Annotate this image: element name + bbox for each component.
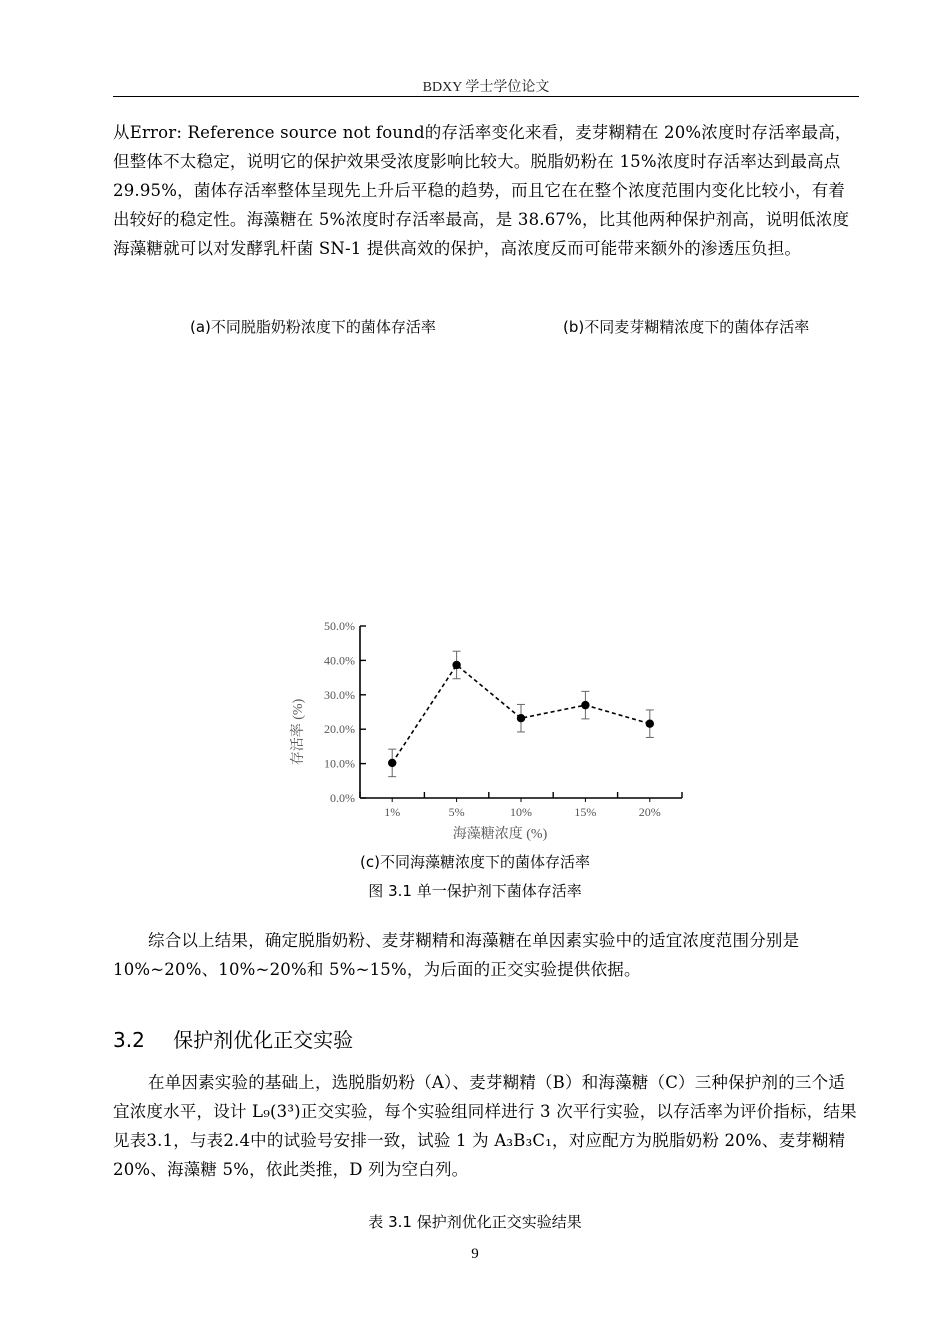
table-caption: 表 3.1 保护剂优化正交实验结果 <box>368 1213 582 1231</box>
header-rule <box>113 96 859 97</box>
chart-c <box>280 612 700 852</box>
x-tick-label: 15% <box>574 805 597 819</box>
chart-marks <box>388 651 654 776</box>
subcaption-a: (a)不同脱脂奶粉浓度下的菌体存活率 <box>190 318 436 336</box>
subcaption-c: (c)不同海藻糖浓度下的菌体存活率 <box>360 853 590 871</box>
y-tick-label: 0.0% <box>330 791 355 805</box>
x-axis-label: 海藻糖浓度 (%) <box>452 827 548 842</box>
section-heading <box>113 1024 353 1053</box>
running-header: BDXY 学士学位论文 <box>422 80 550 95</box>
y-tick-label: 40.0% <box>324 653 355 668</box>
x-tick-label: 5% <box>448 805 465 819</box>
paragraph-1-text: 从Error: Reference source not found的存活率变化来看，麦芽糊精在 20%浓度时存活率最高，但整体不太稳定，说明它的保护效果受浓度影响比较大。脱脂奶粉在 15%浓度时存活率达到最高点 29.95%，菌体存活率整体呈现先上升后平稳的趋势，而且它在在整个浓度范围内变化比较小，有着出较好的稳定性。海藻糖在 5%浓度时存活率最高，是 38.67%，比其他两种保护剂高，说明低浓度海藻糖就可以对发酵乳杆菌 SN-1 提供高效的保护，高浓度反而可能带来额外的渗透压负担。 <box>113 123 852 258</box>
figure-caption: 图 3.1 单一保护剂下菌体存活率 <box>368 882 582 900</box>
x-tick-label: 1% <box>384 805 401 819</box>
data-point <box>517 714 525 722</box>
page-number: 9 <box>471 1246 479 1262</box>
data-point <box>452 661 460 669</box>
paragraph-orthogonal <box>113 1068 859 1184</box>
paragraph-2-text: 综合以上结果，确定脱脂奶粉、麦芽糊精和海藻糖在单因素实验中的适宜浓度范围分别是 10%~20%、10%~20%和 5%~15%，为后面的正交实验提供依据。 <box>113 931 800 979</box>
section-title: 保护剂优化正交实验 <box>173 1028 354 1052</box>
paragraph-3-text: 在单因素实验的基础上，选脱脂奶粉（A）、麦芽糊精（B）和海藻糖（C）三种保护剂的三个适宜浓度水平，设计 L₉(3³)正交实验，每个实验组同样进行 3 次平行实验，以存活率为评价指标，结果见表3.1，与表2.4中的试验号安排一致，试验 1 为 A₃B₃C₁，对应配方为脱脂奶粉 20%、麦芽糊精 20%、海藻糖 5%，依此类推，D 列为空白列。 <box>113 1073 857 1179</box>
data-point <box>581 701 589 709</box>
x-tick-label: 10% <box>510 805 532 819</box>
y-tick-label: 10.0% <box>324 756 355 771</box>
paragraph-analysis <box>113 118 859 263</box>
section-number: 3.2 <box>113 1028 145 1052</box>
paragraph-summary <box>113 926 859 984</box>
x-tick-label: 20% <box>638 805 661 819</box>
data-point <box>388 759 396 767</box>
data-point <box>646 719 654 727</box>
y-tick-label: 20.0% <box>324 722 355 737</box>
y-tick-label: 50.0% <box>324 619 355 633</box>
y-tick-label: 30.0% <box>324 687 355 702</box>
subcaption-b: (b)不同麦芽糊精浓度下的菌体存活率 <box>563 318 810 336</box>
y-axis-label: 存活率 (%) <box>291 698 306 766</box>
chart-axes <box>324 619 682 819</box>
